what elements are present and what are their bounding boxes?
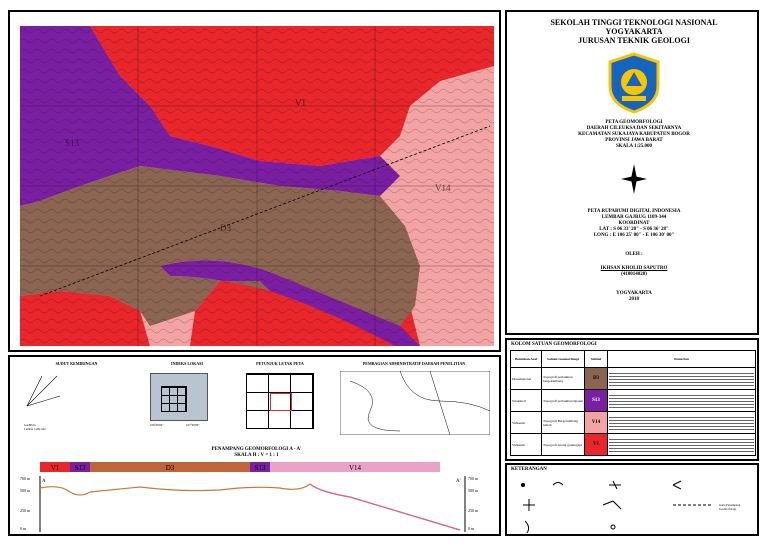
section-y-label: 700 m: [468, 476, 479, 481]
admin-map: [340, 371, 490, 435]
strike-panel: [14, 361, 139, 441]
section-unit-label: D3: [165, 464, 175, 472]
sheet-name: GAJRUG: [24, 423, 36, 427]
admin-title: PEMBAGIAN ADMINISTRATIF DAERAH PENELITIAN: [362, 361, 466, 366]
author-city: YOGYAKARTA: [616, 291, 652, 296]
section-start-label: A: [42, 479, 46, 484]
institution-name: SEKOLAH TINGGI TEKNOLOGI NASIONAL: [550, 18, 718, 27]
sheet-layout-grid: [246, 373, 314, 429]
map-area: DAERAH CILEUKSA DAN SEKITARNYA: [586, 126, 682, 131]
legend-title: KETERANGAN: [511, 467, 547, 472]
row-unit: Topografi perbukitan lipatan: [542, 390, 585, 412]
inset-coord-b: 107°00'00": [186, 423, 200, 427]
author-nim: (410014020): [621, 272, 647, 277]
map-scale: SKALA 1:25.000: [615, 144, 653, 149]
section-end-label: A': [456, 479, 461, 484]
legend-symbols: [513, 477, 753, 535]
active-sheet-marker: [270, 393, 292, 411]
header-origin: Bentukan Asal: [511, 351, 542, 368]
auxiliary-panels: [8, 355, 501, 536]
base-map-title: PETA RUPABUMI DIGITAL INDONESIA: [587, 209, 681, 214]
section-y-label: 0 m: [20, 526, 27, 531]
inset-panel: [142, 361, 232, 441]
row-origin: Struktural: [511, 390, 542, 412]
row-origin: Vulkanik: [511, 434, 542, 456]
layout-panel: [236, 361, 324, 441]
row-unit: Topografi lereng gunungapi: [542, 434, 585, 456]
inset-title: INDEKS LOKASI: [171, 361, 203, 366]
section-unit-label: V1: [50, 464, 60, 472]
geomorphology-map: [8, 10, 501, 352]
base-map-sheet: LEMBAR GAJRUG 1109-344: [601, 215, 667, 220]
admin-panel: [330, 361, 498, 441]
section-y-label: 0 m: [468, 526, 475, 531]
table-header-row: [511, 351, 756, 368]
section-y-label: 700 m: [20, 476, 31, 481]
section-y-label: 250 m: [20, 508, 31, 513]
header-unit: Satuan Geomorfologi: [542, 351, 585, 368]
table-row: [511, 390, 756, 412]
coord-long: LONG : E 106 25' 00" - E 106 30' 00": [593, 233, 675, 238]
section-profile: [40, 484, 460, 530]
inset-coord-a: 106°00'00": [150, 423, 164, 427]
map-canvas: [20, 26, 494, 346]
section-y-label: 500 m: [20, 488, 31, 493]
section-unit-label: S13: [254, 464, 266, 472]
row-description: [608, 368, 756, 390]
university-logo-icon: [604, 52, 664, 114]
row-description: [608, 390, 756, 412]
inset-map: [150, 373, 208, 421]
map-province: PROVINSI JAWA BARAT: [605, 138, 663, 143]
row-symbol: V14: [585, 412, 608, 434]
row-unit: Topografi perbukitan bergelombang: [542, 368, 585, 390]
table-row: [511, 368, 756, 390]
row-symbol: V1: [585, 434, 608, 456]
row-symbol: S13: [585, 390, 608, 412]
section-profile-v14: [310, 484, 460, 530]
inset-grid: [161, 386, 187, 412]
author-name: IKHSAN KHOLID SAPUTRO: [600, 266, 668, 271]
row-origin: Vulkanik: [511, 412, 542, 434]
section-unit-label: V14: [348, 464, 362, 472]
title-block: [505, 10, 759, 335]
sheet-number: Lembar 1109-344: [24, 427, 46, 431]
section-scale: SKALA H : V = 1 : 1: [234, 453, 279, 458]
label-v1: V1: [295, 98, 306, 108]
section-unit-label: S13: [74, 464, 86, 472]
table-row: [511, 412, 756, 434]
coord-lat: LAT : S 06 33' 20" - S 06 36' 28": [599, 227, 669, 232]
section-title: PENAMPANG GEOMORFOLOGI A - A': [211, 447, 302, 452]
row-unit: Topografi Bergelombang lemah: [542, 412, 585, 434]
label-d3: D3: [220, 223, 231, 233]
section-y-label: 250 m: [468, 508, 479, 513]
geomorphology-unit-table: [505, 338, 759, 461]
row-description: [608, 434, 756, 456]
institution-city: YOGYAKARTA: [605, 27, 663, 36]
label-v14: V14: [435, 183, 451, 193]
coord-label: KOORDINAT: [618, 221, 650, 226]
layout-title: PETUNJUK LETAK PETA: [256, 361, 304, 366]
strike-diagram-icon: [22, 371, 62, 411]
map-district: KECAMATAN SUKAJAYA KABUPATEN BOGOR: [578, 132, 690, 137]
table-row: [511, 434, 756, 456]
cross-section: [20, 462, 490, 534]
row-origin: Denudasional: [511, 368, 542, 390]
label-s13: S13: [65, 138, 80, 148]
legend-key: [505, 463, 759, 536]
section-y-label: 500 m: [468, 488, 479, 493]
row-description: [608, 412, 756, 434]
unit-table: [510, 350, 756, 456]
author-year: 2018: [629, 297, 639, 302]
header-description: Pemerian: [608, 351, 756, 368]
map-title: PETA GEOMORFOLOGI: [605, 120, 663, 125]
section-line-label: Garis Penampang Geomorfologi: [719, 503, 741, 511]
north-arrow-icon: [619, 162, 649, 196]
author-by: OLEH :: [625, 252, 643, 257]
table-title: KOLOM SATUAN GEOMORFOLOGI: [511, 342, 597, 347]
row-symbol: D3: [585, 368, 608, 390]
department-name: JURUSAN TEKNIK GEOLOGI: [578, 36, 690, 45]
header-symbol: Simbol: [585, 351, 608, 368]
strike-title: SUDUT KEMIRINGAN: [55, 361, 98, 366]
